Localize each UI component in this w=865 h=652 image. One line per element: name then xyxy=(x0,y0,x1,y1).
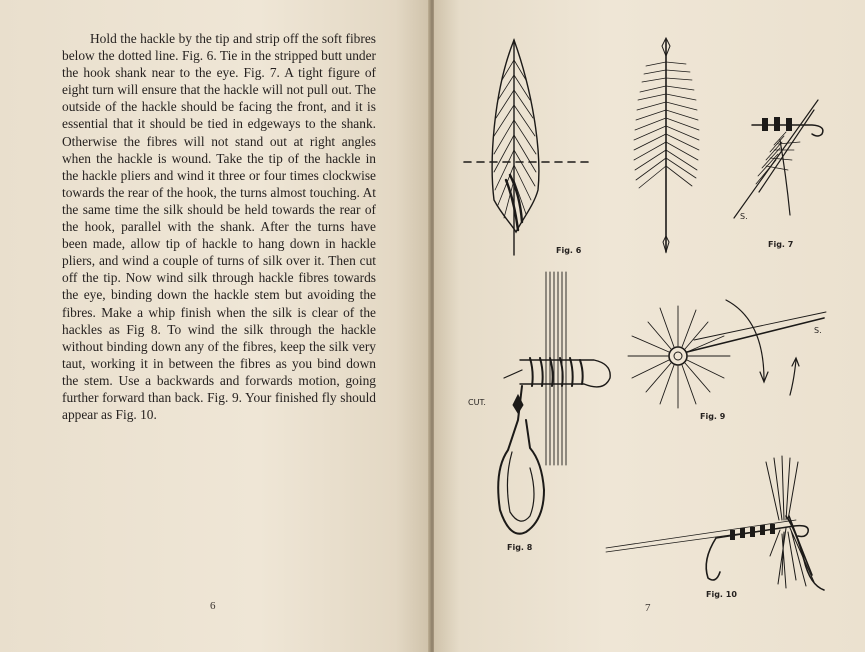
fig8-cut-label: CUT. xyxy=(468,398,486,407)
fig6-stripped-feather-drawing xyxy=(634,38,699,252)
fig6-label: Fig. 6 xyxy=(556,246,582,255)
fig10-finished-fly-drawing xyxy=(606,456,824,590)
right-page-number: 7 xyxy=(645,602,651,614)
left-page-number: 6 xyxy=(210,600,216,612)
fig9-label: Fig. 9 xyxy=(700,412,726,421)
fig7-silk-label: S. xyxy=(740,212,748,221)
fig9-silk-label: S. xyxy=(814,326,822,335)
left-page xyxy=(0,0,430,652)
illustrations xyxy=(434,0,865,652)
fig9-hackle-wheel-drawing xyxy=(628,300,826,408)
fig7-tie-in-drawing xyxy=(734,100,823,218)
right-page xyxy=(434,0,865,652)
fig8-whip-finish-drawing xyxy=(498,272,610,534)
fig10-label: Fig. 10 xyxy=(706,590,737,599)
fig6-feather-drawing xyxy=(464,40,589,255)
fig7-label: Fig. 7 xyxy=(768,240,794,249)
fig8-label: Fig. 8 xyxy=(507,543,533,552)
instruction-paragraph: Hold the hackle by the tip and strip off the soft fibres below the dotted line. Fig. 6. Tie in the stripped butt under the hook shank near to the eye. Fig. 7. A tight figure of eight turn will ensure that the hackle will not pull out. The outside of the hackle should be facing the front, and it is essential that it should be tied in edgeways to the shank. Otherwise the fibres will not stand out at right angles when the hackle is wound. Take the tip of the hackle in the hackle pliers and wind it three or four times clockwise towards the rear of the hook, the turns almost touching. At the same time the silk should be held towards the rear of the hook, parallel with the shank. After the turns have been made, allow tip of hackle to hang down in hackle pliers, and wind a couple of turns of silk over it. Then cut off the tip. Now wind silk through hackle fibres towards the eye, binding down the hackle stem but avoiding the fibres. Make a whip finish when the silk is clear of the hackles as Fig 8. To wind the silk through the hackle without binding down any of the fibres, keep the silk very taut, working it in between the fibres as you bind down the stem. Use a backwards and forwards motion, going further forward than back. Fig. 9. Your finished fly should appear as Fig. 10. xyxy=(62,31,376,423)
